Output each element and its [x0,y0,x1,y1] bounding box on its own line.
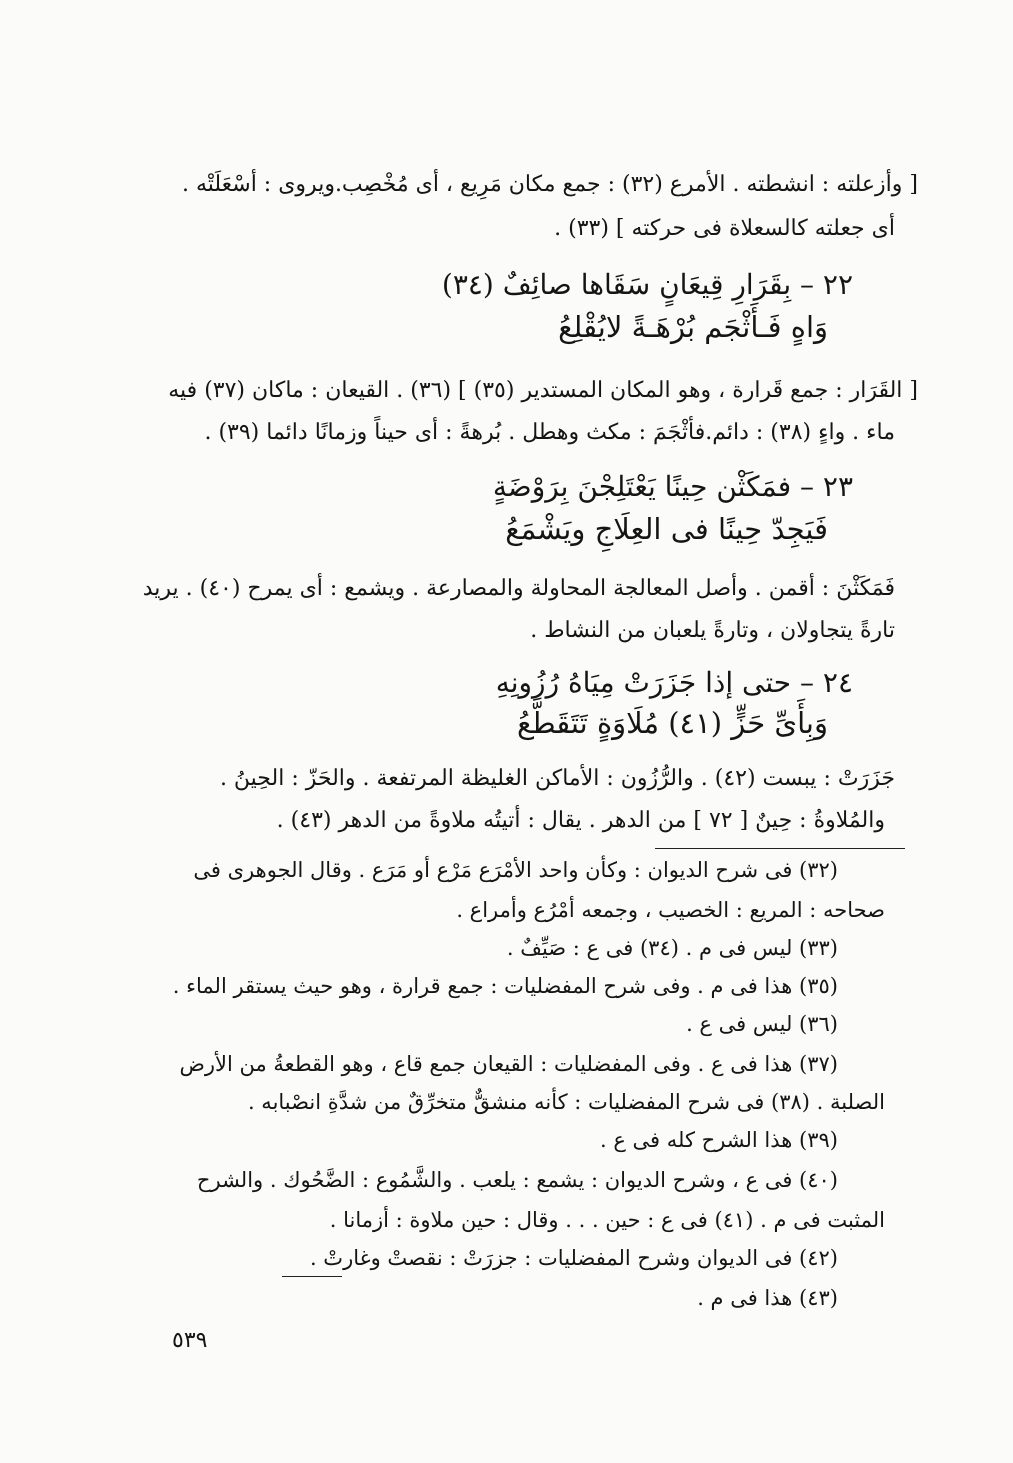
footnote-separator [655,848,905,849]
verse-first-hemistich: ٢٤ – حتى إذا جَزَرَتْ مِيَاهُ رُزُونِهِ [495,666,853,699]
footnote-line: المثبت فى م . (٤١) فى ع : حين . . . وقال : حين ملاوة : أزمانا . [329,1208,885,1232]
text-underline [282,1276,342,1277]
commentary-line: تارةً يتجاولان ، وتارةً يلعبان من النشاط . [530,618,895,643]
verse-second-hemistich: فَيَجِدّ حِينًا فى العِلَاجِ ويَشْمَعُ [505,512,828,546]
footnote-line: (٣٩) هذا الشرح كله فى ع . [599,1128,838,1152]
commentary-line: والمُلاوةُ : حِينٌ [ ٧٢ ] من الدهر . يقال : أتيتُه ملاوةً من الدهر (٤٣) . [276,808,885,833]
commentary-line: أى جعلته كالسعلاة فى حركته ] (٣٣) . [554,216,895,241]
verse-second-hemistich: وَاهٍ فَـأَثْجَم بُرْهَـةً لايُقْلِعُ [558,310,828,344]
footnote-line: (٣٦) ليس فى ع . [686,1012,838,1036]
footnote-line: (٤٣) هذا فى م . [697,1286,838,1310]
footnote-line: (٣٥) هذا فى م . وفى شرح المفضليات : جمع قرارة ، وهو حيث يستقر الماء . [172,974,838,998]
commentary-line: [ وأزعلته : انشطته . الأمرع (٣٢) : جمع مكان مَرِيع ، أى مُخْصِب.ويروى : أسْعَلَتْه . [181,172,918,197]
verse-first-hemistich: ٢٢ – بِقَرَارِ قِيعَانٍ سَقَاها صائِفٌ (٣٤) [441,268,853,301]
commentary-line: جَزَرَتْ : يبست (٤٢) . والرُّزُون : الأماكن الغليظة المرتفعة . والحَزّ : الحِينُ . [219,766,895,791]
verse-first-hemistich: ٢٣ – فمَكَثْن حِينًا يَعْتَلِجْنَ بِرَوْضَةٍ [492,470,853,503]
footnote-line: الصلبة . (٣٨) فى شرح المفضليات : كأنه منشقٌّ متخرِّقٌ من شدَّةِ انصْبابه . [247,1090,885,1114]
footnote-line: (٤٢) فى الديوان وشرح المفضليات : جزرَتْ : نقصتْ وغارتْ . [309,1246,838,1270]
footnote-line: (٣٧) هذا فى ع . وفى المفضليات : القيعان جمع قاع ، وهو القطعةُ من الأرض [179,1052,838,1076]
footnote-line: صحاحه : المريع : الخصيب ، وجمعه أمْرُع وأمراع . [456,898,885,922]
footnote-line: (٤٠) فى ع ، وشرح الديوان : يشمع : يلعب . والشَّمُوع : الضَّحُوك . والشرح [196,1168,838,1192]
footnote-line: (٣٢) فى شرح الديوان : وكأن واحد الأمْرَع مَرْع أو مَرَع . وقال الجوهرى فى [193,858,838,882]
footnote-line: (٣٣) ليس فى م . (٣٤) فى ع : صَيِّفٌ . [506,936,838,960]
verse-second-hemistich: وَبِأَىِّ حَزٍّ (٤١) مُلَاوَةٍ تَتَقَطَّعُ [517,706,828,740]
commentary-line: ماء . واءٍ (٣٨) : دائم.فأثْجَمَ : مكث وهطل . بُرهةً : أى حيناً وزمانًا دائما (٣٩) . [204,420,895,445]
page-number: ٥٣٩ [172,1328,208,1353]
commentary-line: [ القَرَار : جمع قَرارة ، وهو المكان المستدير (٣٥) ] (٣٦) . القيعان : ماكان (٣٧) فيه [168,378,918,403]
commentary-line: فَمَكَثْنَ : أقمن . وأصل المعالجة المحاولة والمصارعة . ويشمع : أى يمرح (٤٠) . يريد [142,576,895,601]
